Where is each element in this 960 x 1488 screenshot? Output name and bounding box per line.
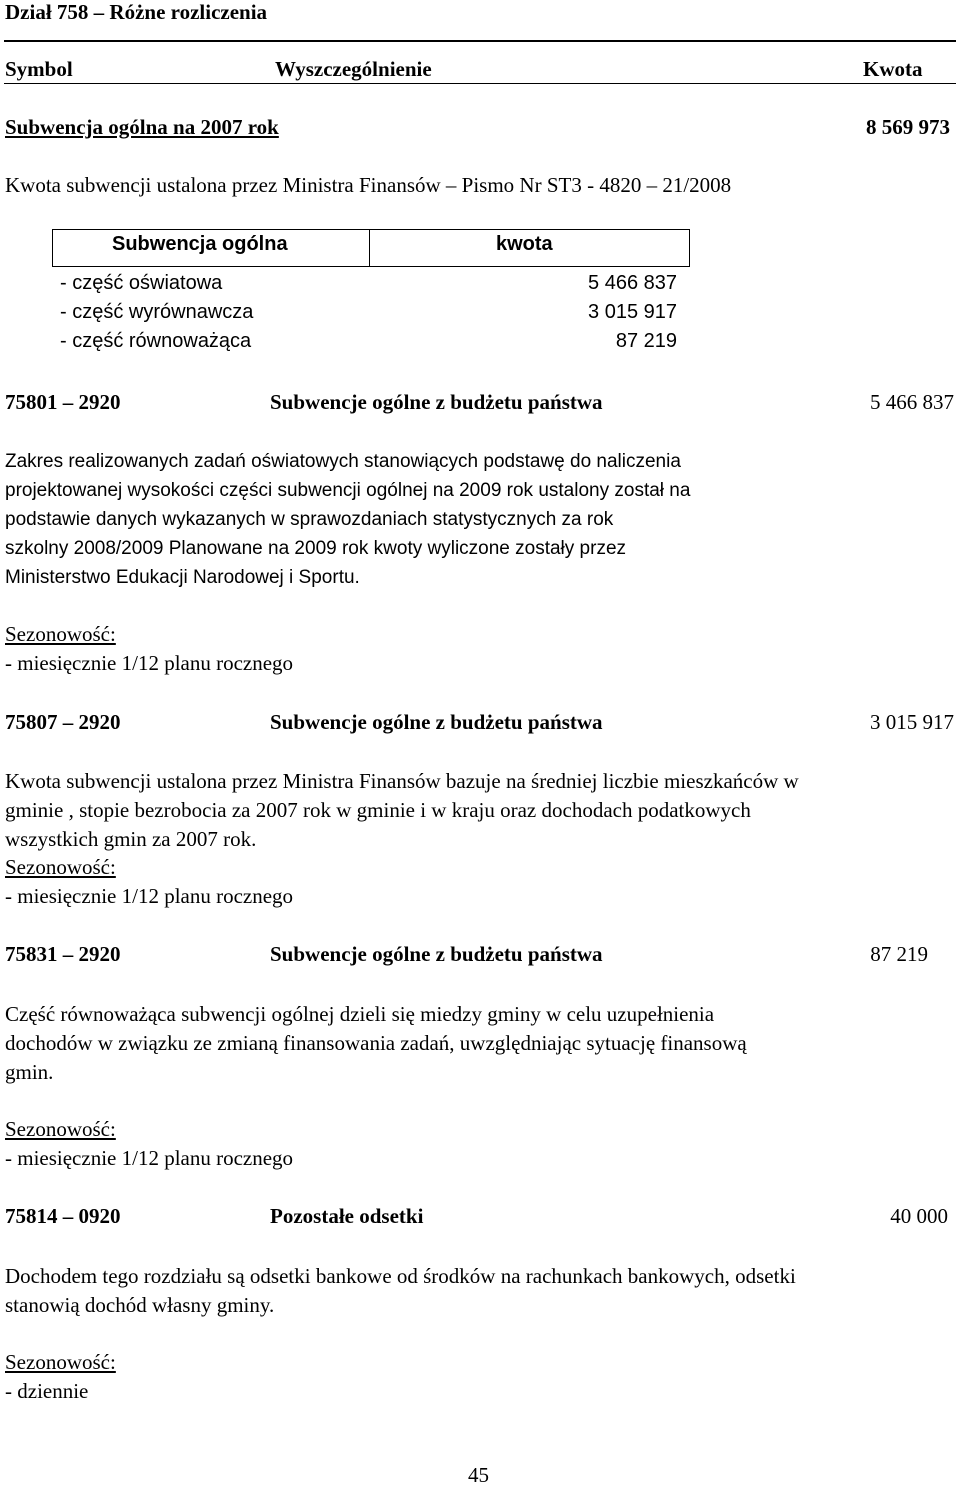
table-row-name: - część równoważąca [60, 330, 252, 352]
header-description: Wyszczególnienie [275, 57, 432, 81]
description-line: Dochodem tego rozdziału są odsetki bankowe od środków na rachunkach bankowych, odsetki [5, 1264, 796, 1288]
section-amount: 87 219 [870, 942, 928, 966]
seasonality-value: - dziennie [5, 1379, 89, 1403]
description-line: Kwota subwencji ustalona przez Ministra Finansów bazuje na średniej liczbie mieszkańców w [5, 769, 799, 793]
table-row-amount: 87 219 [615, 330, 677, 352]
seasonality-label: Sezonowość: [5, 1350, 116, 1374]
table-row-name: - część wyrównawcza [60, 301, 254, 323]
description-line: Ministerstwo Edukacji Narodowej i Sportu. [5, 567, 360, 588]
description-line: gmin. [5, 1060, 54, 1084]
header-rule-bottom [4, 83, 956, 84]
page-title: Dział 758 – Różne rozliczenia [5, 0, 268, 24]
allocation-table-divider [369, 229, 370, 267]
section-description [5, 447, 960, 592]
section-code: 75801 – 2920 [5, 390, 121, 414]
table-header-amount: kwota [496, 233, 553, 255]
description-line: podstawie danych wykazanych w sprawozdaniach statystycznych za rok [5, 509, 614, 530]
description-line: Zakres realizowanych zadań oświatowych stanowiących podstawę do naliczenia [5, 451, 681, 472]
seasonality-label: Sezonowość: [5, 1117, 116, 1141]
intro-text: Kwota subwencji ustalona przez Ministra Finansów – Pismo Nr ST3 - 4820 – 21/2008 [5, 173, 732, 197]
section-code: 75831 – 2920 [5, 942, 121, 966]
section-description [5, 1262, 960, 1320]
table-header-name: Subwencja ogólna [112, 233, 288, 255]
summary-amount: 8 569 973 [866, 115, 950, 139]
section-title: Subwencje ogólne z budżetu państwa [270, 710, 603, 734]
section-amount: 40 000 [890, 1204, 948, 1228]
summary-label: Subwencja ogólna na 2007 rok [5, 115, 279, 139]
section-description [5, 1000, 960, 1087]
seasonality-value: - miesięcznie 1/12 planu rocznego [5, 884, 294, 908]
table-row-amount: 5 466 837 [588, 272, 677, 294]
description-line: projektowanej wysokości części subwencji ogólnej na 2009 rok ustalony został na [5, 480, 691, 501]
table-row-amount: 3 015 917 [588, 301, 677, 323]
section-amount: 3 015 917 [870, 710, 954, 734]
description-line: szkolny 2008/2009 Planowane na 2009 rok kwoty wyliczone zostały przez [5, 538, 627, 559]
section-title: Subwencje ogólne z budżetu państwa [270, 390, 603, 414]
header-amount: Kwota [863, 57, 923, 81]
section-code: 75814 – 0920 [5, 1204, 121, 1228]
section-title: Subwencje ogólne z budżetu państwa [270, 942, 603, 966]
description-line: Część równoważąca subwencji ogólnej dzieli się miedzy gminy w celu uzupełnienia [5, 1002, 715, 1026]
page-number: 45 [468, 1463, 489, 1487]
description-line: wszystkich gmin za 2007 rok. [5, 827, 257, 851]
section-description [5, 767, 960, 854]
section-title: Pozostałe odsetki [270, 1204, 424, 1228]
description-line: stanowią dochód własny gminy. [5, 1293, 275, 1317]
header-rule-top [4, 40, 956, 42]
seasonality-value: - miesięcznie 1/12 planu rocznego [5, 651, 294, 675]
section-amount: 5 466 837 [870, 390, 954, 414]
table-row-name: - część oświatowa [60, 272, 223, 294]
header-symbol: Symbol [5, 57, 73, 81]
description-line: dochodów w związku ze zmianą finansowania zadań, uwzględniając sytuację finansową [5, 1031, 747, 1055]
seasonality-label: Sezonowość: [5, 622, 116, 646]
section-code: 75807 – 2920 [5, 710, 121, 734]
seasonality-value: - miesięcznie 1/12 planu rocznego [5, 1146, 294, 1170]
seasonality-label: Sezonowość: [5, 855, 116, 879]
description-line: gminie , stopie bezrobocia za 2007 rok w gminie i w kraju oraz dochodach podatkowych [5, 798, 751, 822]
